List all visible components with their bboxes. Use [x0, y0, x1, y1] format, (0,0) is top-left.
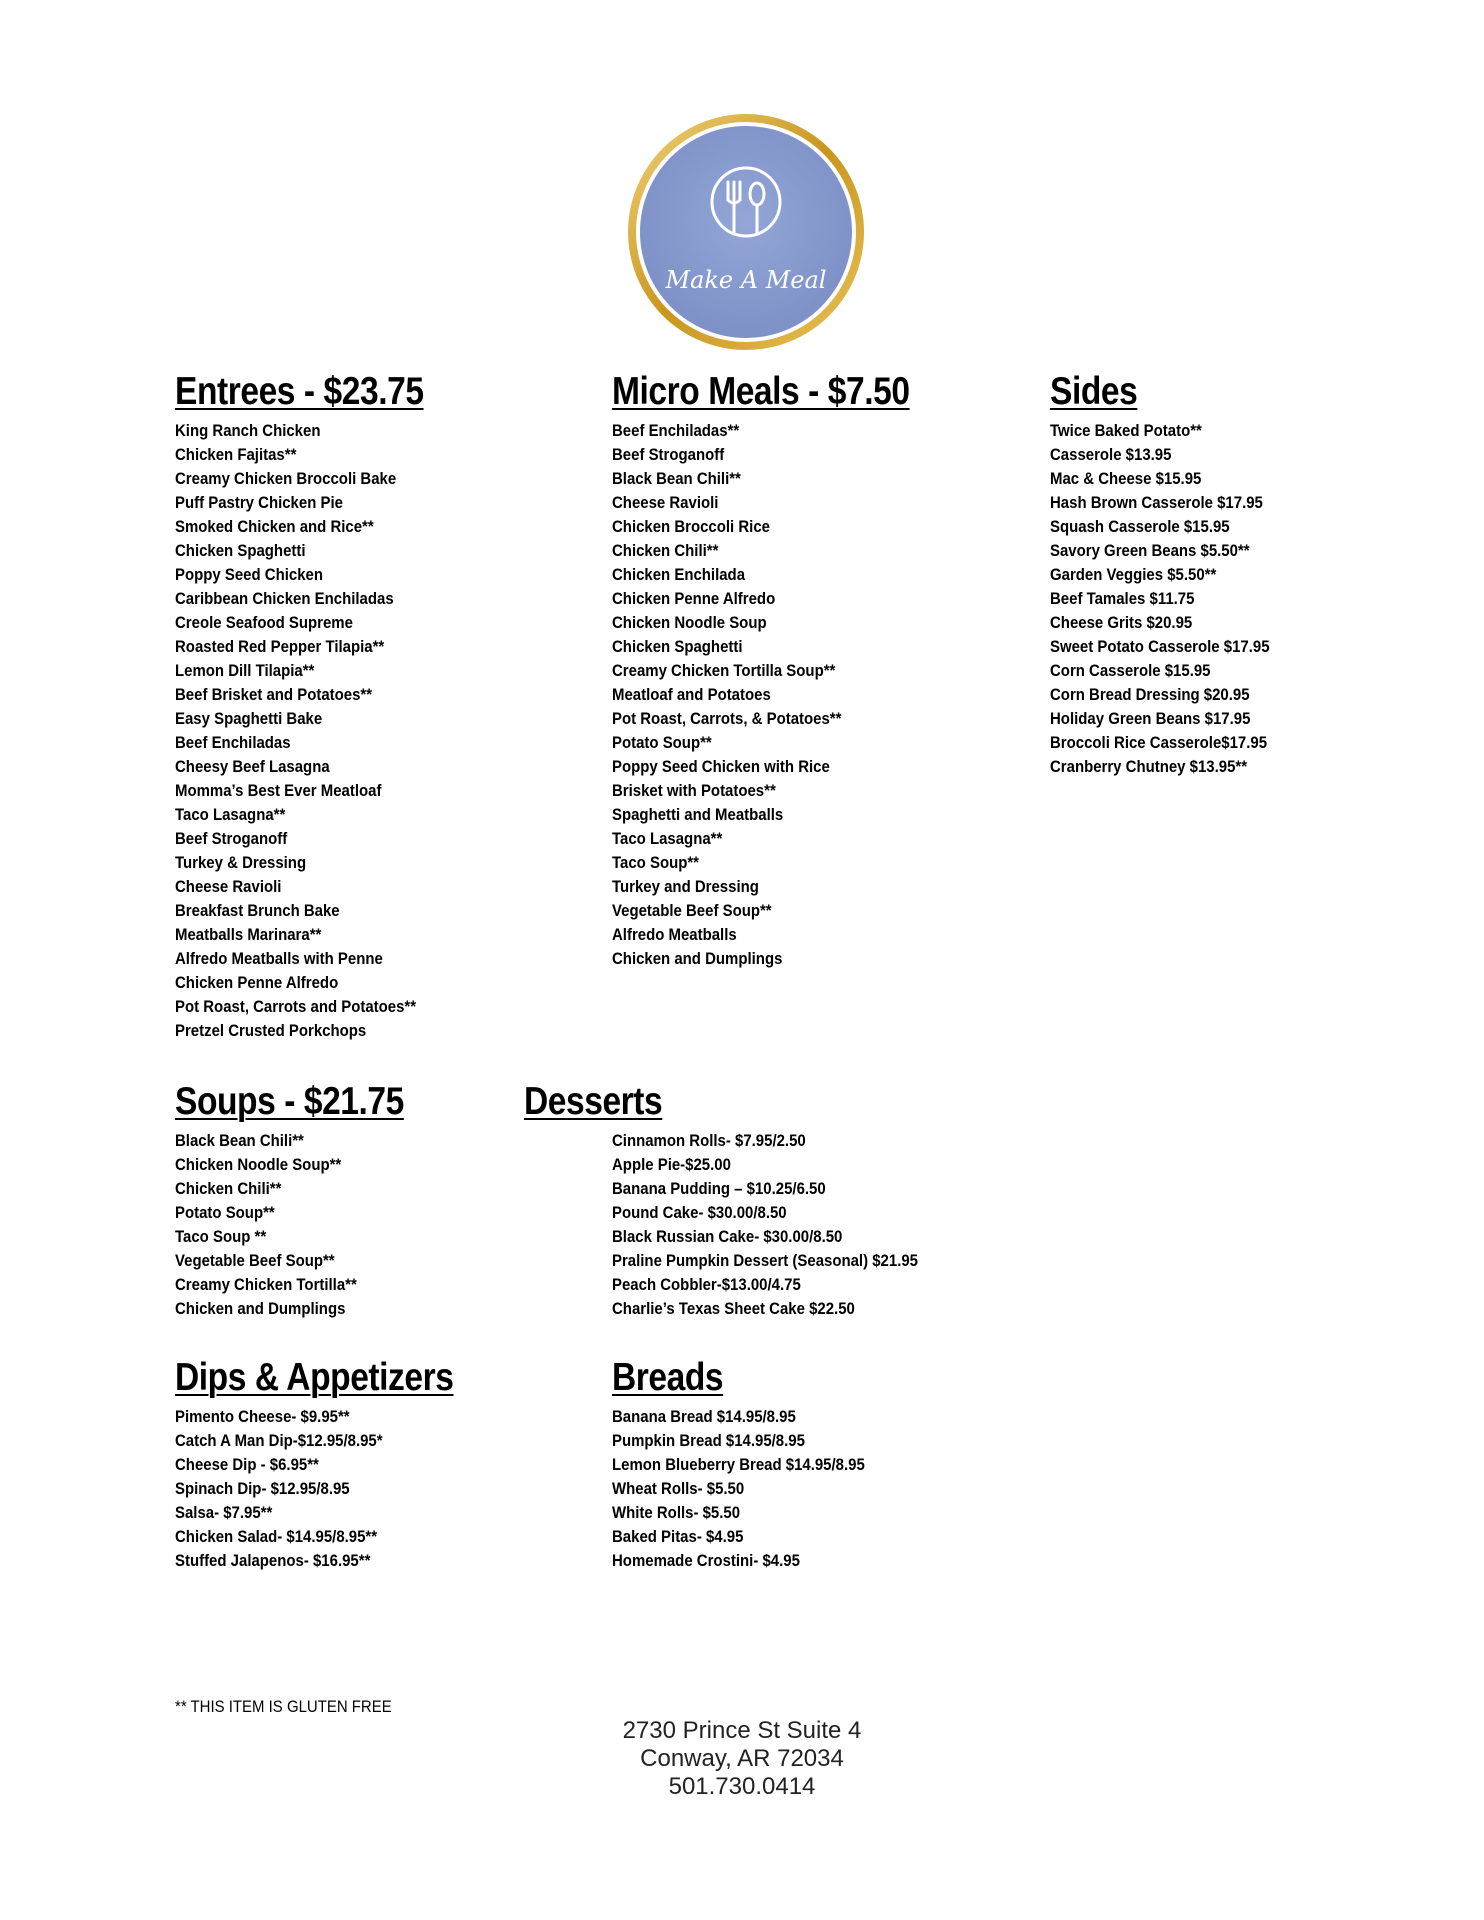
menu-item: Roasted Red Pepper Tilapia** [175, 637, 385, 656]
menu-item: Meatloaf and Potatoes [612, 685, 771, 704]
menu-item: Pumpkin Bread $14.95/8.95 [612, 1431, 805, 1450]
menu-item: Chicken and Dumplings [175, 1299, 346, 1318]
menu-item: Holiday Green Beans $17.95 [1050, 709, 1251, 728]
menu-item: Caribbean Chicken Enchiladas [175, 589, 394, 608]
menu-item: Brisket with Potatoes** [612, 781, 776, 800]
micro-meals-section [612, 370, 958, 971]
menu-item: Peach Cobbler-$13.00/4.75 [612, 1275, 801, 1294]
menu-item: Alfredo Meatballs [612, 925, 737, 944]
menu-item: Taco Soup ** [175, 1227, 267, 1246]
sides-list [1050, 419, 1299, 779]
gluten-free-footnote: ** THIS ITEM IS GLUTEN FREE [175, 1697, 392, 1716]
menu-item: Casserole $13.95 [1050, 445, 1172, 464]
menu-item: Praline Pumpkin Dessert (Seasonal) $21.95 [612, 1251, 918, 1270]
section-title-soups: Soups - $21.75 [175, 1080, 404, 1123]
menu-item: Charlie’s Texas Sheet Cake $22.50 [612, 1299, 855, 1318]
menu-item: Turkey & Dressing [175, 853, 307, 872]
section-title-sides: Sides [1050, 370, 1138, 413]
desserts-heading [524, 1080, 685, 1124]
menu-item: Chicken Noodle Soup** [175, 1155, 342, 1174]
menu-item: Homemade Crostini- $4.95 [612, 1551, 800, 1570]
menu-item: Cinnamon Rolls- $7.95/2.50 [612, 1131, 806, 1150]
menu-item: Chicken Chili** [175, 1179, 282, 1198]
menu-item: Taco Soup** [612, 853, 700, 872]
sides-section [1050, 370, 1299, 779]
section-title-breads: Breads [612, 1356, 724, 1399]
menu-item: Broccoli Rice Casserole$17.95 [1050, 733, 1268, 752]
menu-item: Lemon Dill Tilapia** [175, 661, 315, 680]
menu-item: Vegetable Beef Soup** [175, 1251, 335, 1270]
address-street: 2730 Prince St Suite 4 [622, 1717, 862, 1744]
menu-item: Chicken Spaghetti [175, 541, 306, 560]
menu-item: Chicken Penne Alfredo [175, 973, 339, 992]
dips-appetizers-section [175, 1356, 499, 1573]
menu-item: Hash Brown Casserole $17.95 [1050, 493, 1263, 512]
menu-item: Pretzel Crusted Porkchops [175, 1021, 367, 1040]
menu-item: Creamy Chicken Tortilla** [175, 1275, 357, 1294]
menu-item: Corn Casserole $15.95 [1050, 661, 1211, 680]
menu-item: Lemon Blueberry Bread $14.95/8.95 [612, 1455, 865, 1474]
menu-item: Chicken Chili** [612, 541, 719, 560]
menu-item: Cheesy Beef Lasagna [175, 757, 330, 776]
menu-item: Sweet Potato Casserole $17.95 [1050, 637, 1270, 656]
phone-number: 501.730.0414 [668, 1773, 816, 1800]
menu-item: Black Bean Chili** [175, 1131, 304, 1150]
menu-item: Black Russian Cake- $30.00/8.50 [612, 1227, 843, 1246]
menu-item: Banana Bread $14.95/8.95 [612, 1407, 796, 1426]
menu-item: Spaghetti and Meatballs [612, 805, 784, 824]
menu-item: Cheese Ravioli [175, 877, 282, 896]
menu-item: Smoked Chicken and Rice** [175, 517, 374, 536]
menu-item: Turkey and Dressing [612, 877, 759, 896]
menu-item: Cranberry Chutney $13.95** [1050, 757, 1248, 776]
menu-item: Potato Soup** [175, 1203, 275, 1222]
menu-item: Stuffed Jalapenos- $16.95** [175, 1551, 371, 1570]
menu-item: Chicken Broccoli Rice [612, 517, 770, 536]
menu-item: Beef Tamales $11.75 [1050, 589, 1195, 608]
menu-item: Beef Stroganoff [612, 445, 725, 464]
menu-item: Breakfast Brunch Bake [175, 901, 340, 920]
menu-item: Savory Green Beans $5.50** [1050, 541, 1250, 560]
menu-item: King Ranch Chicken [175, 421, 321, 440]
menu-item: Pot Roast, Carrots, & Potatoes** [612, 709, 842, 728]
menu-item: Corn Bread Dressing $20.95 [1050, 685, 1250, 704]
soups-section [175, 1080, 441, 1321]
menu-item: Potato Soup** [612, 733, 712, 752]
menu-item: Momma’s Best Ever Meatloaf [175, 781, 382, 800]
menu-item: Taco Lasagna** [612, 829, 723, 848]
breads-list [612, 1405, 899, 1573]
menu-item: Beef Enchiladas** [612, 421, 740, 440]
desserts-section [612, 1129, 960, 1321]
menu-item: Beef Enchiladas [175, 733, 291, 752]
menu-item: Puff Pastry Chicken Pie [175, 493, 343, 512]
menu-item: Easy Spaghetti Bake [175, 709, 323, 728]
menu-item: Vegetable Beef Soup** [612, 901, 772, 920]
menu-item: Creole Seafood Supreme [175, 613, 353, 632]
menu-item: Mac & Cheese $15.95 [1050, 469, 1202, 488]
menu-item: Taco Lasagna** [175, 805, 286, 824]
menu-item: Pound Cake- $30.00/8.50 [612, 1203, 787, 1222]
dips-list [175, 1405, 499, 1573]
menu-item: Chicken Enchilada [612, 565, 746, 584]
section-title-micro-meals: Micro Meals - $7.50 [612, 370, 910, 413]
menu-item: Chicken and Dumplings [612, 949, 783, 968]
address-block [542, 1717, 942, 1801]
section-title-entrees: Entrees - $23.75 [175, 370, 424, 413]
menu-item: Creamy Chicken Broccoli Bake [175, 469, 397, 488]
menu-item: Chicken Spaghetti [612, 637, 743, 656]
soups-list [175, 1129, 441, 1321]
menu-item: Creamy Chicken Tortilla Soup** [612, 661, 836, 680]
menu-item: Baked Pitas- $4.95 [612, 1527, 744, 1546]
entrees-list [175, 419, 464, 1043]
breads-section [612, 1356, 899, 1573]
menu-item: Chicken Salad- $14.95/8.95** [175, 1527, 378, 1546]
section-title-dips: Dips & Appetizers [175, 1356, 454, 1399]
menu-item: Garden Veggies $5.50** [1050, 565, 1217, 584]
menu-item: Cheese Ravioli [612, 493, 719, 512]
menu-item: Salsa- $7.95** [175, 1503, 273, 1522]
menu-item: Poppy Seed Chicken [175, 565, 323, 584]
address-city: Conway, AR 72034 [640, 1745, 844, 1772]
menu-item: Chicken Noodle Soup [612, 613, 767, 632]
make-a-meal-logo [624, 110, 868, 354]
menu-item: Chicken Fajitas** [175, 445, 297, 464]
menu-item: Pimento Cheese- $9.95** [175, 1407, 350, 1426]
menu-item: Spinach Dip- $12.95/8.95 [175, 1479, 350, 1498]
menu-item: Wheat Rolls- $5.50 [612, 1479, 745, 1498]
desserts-list [612, 1129, 960, 1321]
menu-item: Pot Roast, Carrots and Potatoes** [175, 997, 417, 1016]
menu-item: Alfredo Meatballs with Penne [175, 949, 383, 968]
menu-item: Catch A Man Dip-$12.95/8.95* [175, 1431, 383, 1450]
menu-item: Squash Casserole $15.95 [1050, 517, 1230, 536]
micro-meals-list [612, 419, 958, 971]
menu-item: Apple Pie-$25.00 [612, 1155, 731, 1174]
menu-item: Beef Stroganoff [175, 829, 288, 848]
menu-item: White Rolls- $5.50 [612, 1503, 741, 1522]
menu-item: Poppy Seed Chicken with Rice [612, 757, 830, 776]
menu-item: Black Bean Chili** [612, 469, 741, 488]
menu-item: Beef Brisket and Potatoes** [175, 685, 373, 704]
menu-item: Meatballs Marinara** [175, 925, 322, 944]
menu-item: Chicken Penne Alfredo [612, 589, 776, 608]
logo-text: Make A Meal [665, 266, 827, 294]
menu-item: Banana Pudding – $10.25/6.50 [612, 1179, 826, 1198]
menu-item: Twice Baked Potato** [1050, 421, 1202, 440]
entrees-section [175, 370, 464, 1043]
menu-item: Cheese Dip - $6.95** [175, 1455, 319, 1474]
menu-item: Cheese Grits $20.95 [1050, 613, 1193, 632]
section-title-desserts: Desserts [524, 1080, 663, 1123]
